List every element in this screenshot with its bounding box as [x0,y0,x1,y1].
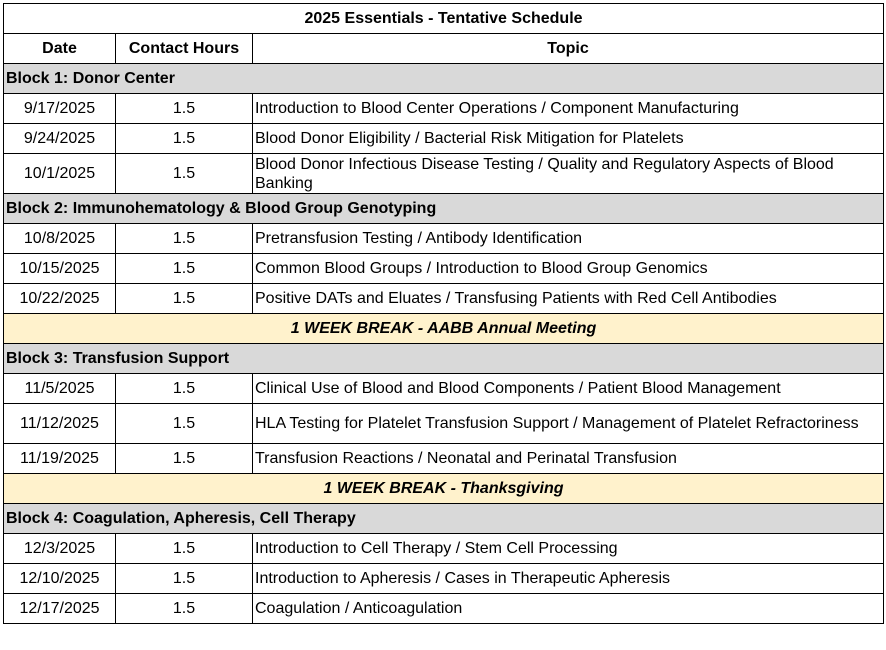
block-label: Block 4: Coagulation, Apheresis, Cell Therapy [4,504,884,534]
session-date: 9/24/2025 [4,124,116,154]
session-date: 10/8/2025 [4,224,116,254]
schedule-table [3,3,884,624]
session-topic: Coagulation / Anticoagulation [253,594,884,624]
table-row [4,254,884,284]
block-label: Block 3: Transfusion Support [4,344,884,374]
session-topic: Introduction to Blood Center Operations / Component Manufacturing [253,94,884,124]
session-topic: Common Blood Groups / Introduction to Blood Group Genomics [253,254,884,284]
session-contact-hours: 1.5 [116,154,253,194]
session-topic: Blood Donor Infectious Disease Testing / Quality and Regulatory Aspects of Blood Banking [253,154,884,194]
session-contact-hours: 1.5 [116,534,253,564]
session-date: 12/10/2025 [4,564,116,594]
table-row [4,124,884,154]
table-row [4,374,884,404]
block-header-row [4,504,884,534]
header-row [4,34,884,64]
session-date: 11/12/2025 [4,404,116,444]
block-header-row [4,64,884,94]
session-topic: Pretransfusion Testing / Antibody Identification [253,224,884,254]
session-contact-hours: 1.5 [116,374,253,404]
session-contact-hours: 1.5 [116,224,253,254]
table-row [4,564,884,594]
session-contact-hours: 1.5 [116,284,253,314]
session-date: 11/5/2025 [4,374,116,404]
title-row [4,4,884,34]
table-row [4,534,884,564]
schedule-title: 2025 Essentials - Tentative Schedule [4,4,884,34]
session-date: 10/22/2025 [4,284,116,314]
break-row [4,474,884,504]
session-topic: Clinical Use of Blood and Blood Components / Patient Blood Management [253,374,884,404]
block-label: Block 1: Donor Center [4,64,884,94]
session-contact-hours: 1.5 [116,404,253,444]
session-topic: Introduction to Cell Therapy / Stem Cell Processing [253,534,884,564]
table-row [4,94,884,124]
header-topic: Topic [253,34,884,64]
table-row [4,154,884,194]
table-row [4,444,884,474]
break-row [4,314,884,344]
session-date: 10/1/2025 [4,154,116,194]
block-header-row [4,194,884,224]
session-date: 12/3/2025 [4,534,116,564]
schedule-body [4,4,884,624]
session-date: 10/15/2025 [4,254,116,284]
session-topic: Blood Donor Eligibility / Bacterial Risk Mitigation for Platelets [253,124,884,154]
table-row [4,224,884,254]
table-row [4,284,884,314]
session-contact-hours: 1.5 [116,254,253,284]
session-contact-hours: 1.5 [116,564,253,594]
break-label: 1 WEEK BREAK - Thanksgiving [4,474,884,504]
session-contact-hours: 1.5 [116,444,253,474]
session-contact-hours: 1.5 [116,124,253,154]
session-contact-hours: 1.5 [116,594,253,624]
session-date: 11/19/2025 [4,444,116,474]
session-topic: Introduction to Apheresis / Cases in Therapeutic Apheresis [253,564,884,594]
session-topic: HLA Testing for Platelet Transfusion Support / Management of Platelet Refractoriness [253,404,884,444]
break-label: 1 WEEK BREAK - AABB Annual Meeting [4,314,884,344]
session-contact-hours: 1.5 [116,94,253,124]
block-header-row [4,344,884,374]
session-date: 9/17/2025 [4,94,116,124]
session-topic: Positive DATs and Eluates / Transfusing Patients with Red Cell Antibodies [253,284,884,314]
table-row [4,594,884,624]
header-contact-hours: Contact Hours [116,34,253,64]
block-label: Block 2: Immunohematology & Blood Group Genotyping [4,194,884,224]
session-date: 12/17/2025 [4,594,116,624]
table-row [4,404,884,444]
session-topic: Transfusion Reactions / Neonatal and Perinatal Transfusion [253,444,884,474]
header-date: Date [4,34,116,64]
